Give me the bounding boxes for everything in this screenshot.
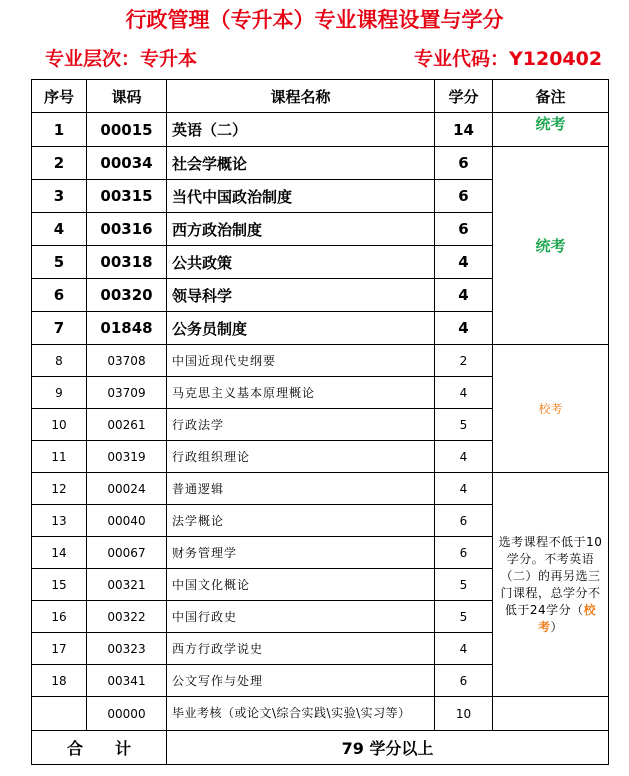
course-code: 00315 bbox=[87, 180, 167, 213]
remark-unified-exam: 统考 bbox=[493, 147, 609, 345]
course-credit: 10 bbox=[435, 697, 493, 731]
course-code: 00319 bbox=[87, 441, 167, 473]
course-credit: 4 bbox=[435, 246, 493, 279]
course-no: 5 bbox=[32, 246, 87, 279]
course-no: 6 bbox=[32, 279, 87, 312]
course-credit: 4 bbox=[435, 473, 493, 505]
course-credit: 6 bbox=[435, 537, 493, 569]
course-credit: 4 bbox=[435, 377, 493, 409]
elective-note bbox=[493, 473, 609, 697]
elective-note-highlight: 校考 bbox=[537, 602, 597, 634]
course-credit: 6 bbox=[435, 665, 493, 697]
course-credit: 5 bbox=[435, 569, 493, 601]
course-name: 英语（二） bbox=[167, 113, 435, 147]
course-no: 8 bbox=[32, 345, 87, 377]
course-no: 2 bbox=[32, 147, 87, 180]
course-code: 00316 bbox=[87, 213, 167, 246]
table-row bbox=[32, 697, 609, 731]
total-row bbox=[32, 731, 609, 765]
course-no: 14 bbox=[32, 537, 87, 569]
course-credit: 6 bbox=[435, 180, 493, 213]
course-credit: 5 bbox=[435, 409, 493, 441]
course-code: 00015 bbox=[87, 113, 167, 147]
course-code: 00034 bbox=[87, 147, 167, 180]
course-name: 中国文化概论 bbox=[167, 569, 435, 601]
course-name: 财务管理学 bbox=[167, 537, 435, 569]
course-credit: 2 bbox=[435, 345, 493, 377]
course-code: 00261 bbox=[87, 409, 167, 441]
major-level: 专业层次：专升本 bbox=[45, 48, 198, 70]
course-code: 00318 bbox=[87, 246, 167, 279]
course-code: 00322 bbox=[87, 601, 167, 633]
course-name: 当代中国政治制度 bbox=[167, 180, 435, 213]
course-credit: 6 bbox=[435, 213, 493, 246]
course-name: 公文写作与处理 bbox=[167, 665, 435, 697]
course-name: 西方政治制度 bbox=[167, 213, 435, 246]
course-no: 1 bbox=[32, 113, 87, 147]
course-table bbox=[31, 79, 609, 765]
course-no: 12 bbox=[32, 473, 87, 505]
course-name: 普通逻辑 bbox=[167, 473, 435, 505]
remark-school-exam: 校考 bbox=[493, 345, 609, 473]
page-title: 行政管理（专升本）专业课程设置与学分 bbox=[125, 8, 504, 32]
course-no: 18 bbox=[32, 665, 87, 697]
course-code: 00321 bbox=[87, 569, 167, 601]
major-code: 专业代码：Y120402 bbox=[414, 48, 603, 70]
course-no: 3 bbox=[32, 180, 87, 213]
course-name: 中国近现代史纲要 bbox=[167, 345, 435, 377]
course-no: 9 bbox=[32, 377, 87, 409]
course-name: 马克思主义基本原理概论 bbox=[167, 377, 435, 409]
course-credit: 6 bbox=[435, 147, 493, 180]
remark-unified-exam: 统考 bbox=[493, 113, 609, 147]
course-code: 00024 bbox=[87, 473, 167, 505]
elective-note-text: 选考课程不低于10学分。不考英语（二）的再另选三门课程，总学分不低于24学分（ bbox=[498, 534, 603, 617]
course-name: 行政组织理论 bbox=[167, 441, 435, 473]
course-credit: 14 bbox=[435, 113, 493, 147]
course-no: 10 bbox=[32, 409, 87, 441]
course-name: 中国行政史 bbox=[167, 601, 435, 633]
course-no: 13 bbox=[32, 505, 87, 537]
total-value: 79 学分以上 bbox=[167, 731, 609, 765]
course-code: 00067 bbox=[87, 537, 167, 569]
header-name: 课程名称 bbox=[167, 80, 435, 113]
course-credit: 5 bbox=[435, 601, 493, 633]
header-row bbox=[32, 80, 609, 113]
table-row bbox=[32, 147, 609, 180]
course-credit: 4 bbox=[435, 312, 493, 345]
header-no: 序号 bbox=[32, 80, 87, 113]
header-remark: 备注 bbox=[493, 80, 609, 113]
course-code: 00000 bbox=[87, 697, 167, 731]
header-credit: 学分 bbox=[435, 80, 493, 113]
course-no: 11 bbox=[32, 441, 87, 473]
course-name: 行政法学 bbox=[167, 409, 435, 441]
header-code: 课码 bbox=[87, 80, 167, 113]
course-no: 4 bbox=[32, 213, 87, 246]
remark-empty bbox=[493, 697, 609, 731]
course-name: 法学概论 bbox=[167, 505, 435, 537]
course-no: 17 bbox=[32, 633, 87, 665]
course-no bbox=[32, 697, 87, 731]
course-code: 00040 bbox=[87, 505, 167, 537]
course-credit: 4 bbox=[435, 633, 493, 665]
course-credit: 4 bbox=[435, 441, 493, 473]
table-row bbox=[32, 345, 609, 377]
course-name: 毕业考核（或论文\综合实践\实验\实习等） bbox=[167, 697, 435, 731]
elective-note-close: ） bbox=[550, 619, 564, 634]
course-name: 公务员制度 bbox=[167, 312, 435, 345]
course-name: 社会学概论 bbox=[167, 147, 435, 180]
table-row bbox=[32, 113, 609, 147]
course-credit: 4 bbox=[435, 279, 493, 312]
course-code: 01848 bbox=[87, 312, 167, 345]
course-code: 00341 bbox=[87, 665, 167, 697]
course-code: 00320 bbox=[87, 279, 167, 312]
course-code: 03709 bbox=[87, 377, 167, 409]
table-row bbox=[32, 473, 609, 505]
total-label: 合 计 bbox=[32, 731, 167, 765]
course-no: 16 bbox=[32, 601, 87, 633]
course-name: 领导科学 bbox=[167, 279, 435, 312]
course-no: 7 bbox=[32, 312, 87, 345]
course-name: 公共政策 bbox=[167, 246, 435, 279]
course-code: 00323 bbox=[87, 633, 167, 665]
course-name: 西方行政学说史 bbox=[167, 633, 435, 665]
course-code: 03708 bbox=[87, 345, 167, 377]
course-no: 15 bbox=[32, 569, 87, 601]
course-credit: 6 bbox=[435, 505, 493, 537]
